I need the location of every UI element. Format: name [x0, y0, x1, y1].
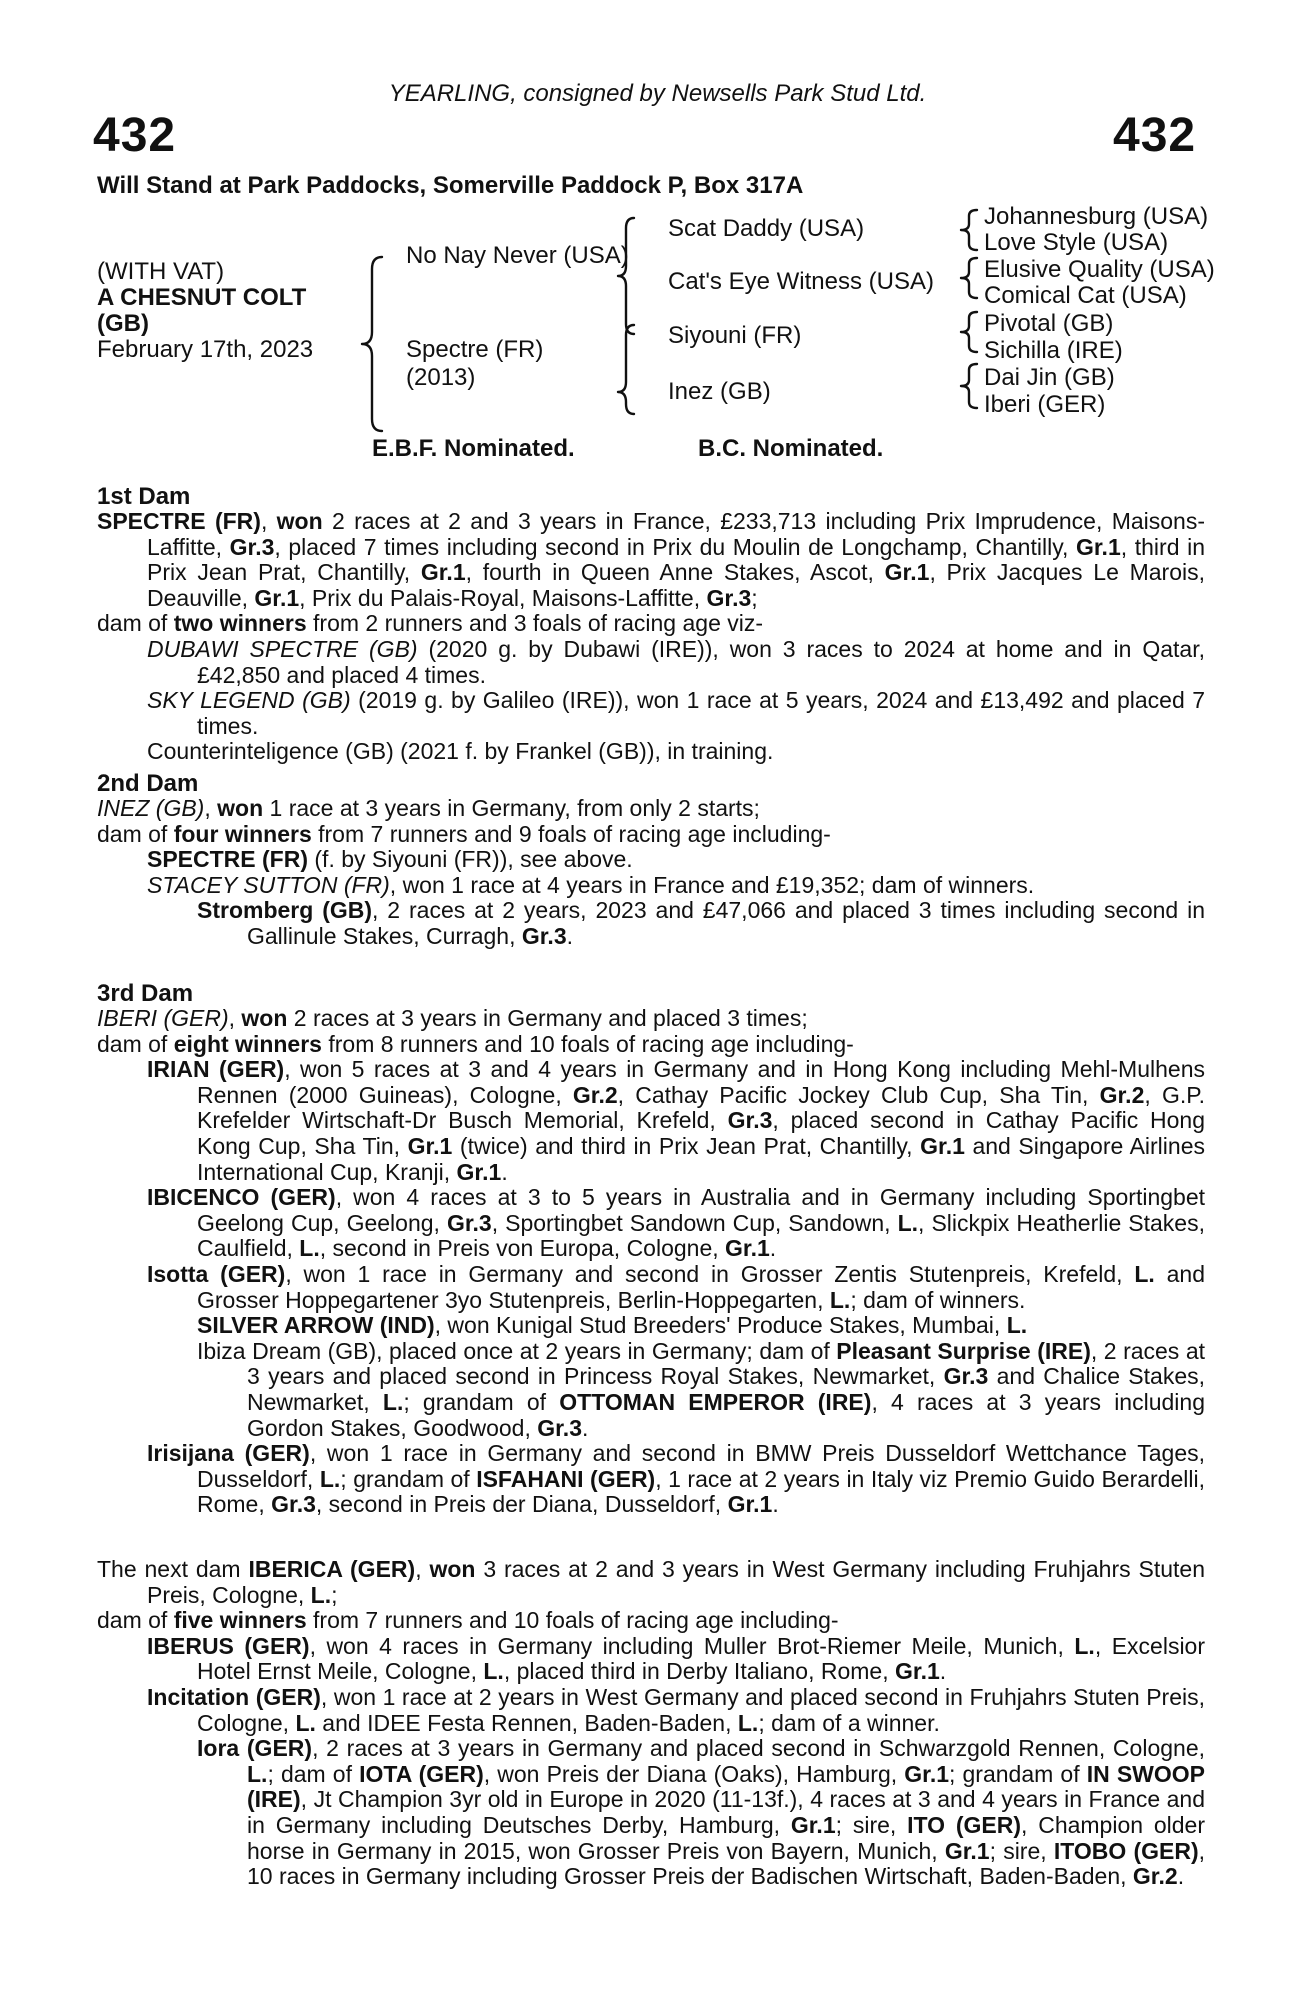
- second-dam-heading: 2nd Dam: [97, 770, 199, 797]
- pedigree-gen3: Johannesburg (USA): [984, 203, 1209, 230]
- brace-g3-3: [961, 312, 977, 352]
- pedigree-gen3: Iberi (GER): [984, 391, 1106, 418]
- lot-number-left: 432: [93, 109, 177, 162]
- bc-nominated: B.C. Nominated.: [698, 435, 884, 462]
- pedigree-gen2: Inez (GB): [668, 378, 771, 405]
- pedigree-gen3: Comical Cat (USA): [984, 282, 1187, 309]
- consignment-line: YEARLING, consigned by Newsells Park Stud Ltd.: [388, 80, 927, 107]
- third-dam-heading: 3rd Dam: [97, 980, 194, 1007]
- first-dam-text: SPECTRE (FR), won 2 races at 2 and 3 years in France, £233,713 including Prix Imprudence, Maisons-Laffitte, Gr.3, placed 7 times including second in Prix du Moulin de Longchamp, Chantilly, Gr.1, third in Prix Jean Prat, Chantilly, Gr.1, fourth in Queen Anne Stakes, Ascot, Gr.1, Prix Jacques Le Marois, Deauville, Gr.1, Prix du Palais-Royal, Maisons-Laffitte, Gr.3; dam of two winners from 2 runners and 3 foals of racing age viz- DUBAWI SPECTRE (GB) (2020 g. by Dubawi (IRE)), won 3 races to 2024 at home and in Qatar, £42,850 and placed 4 times. SKY LEGEND (GB) (2019 g. by Galileo (IRE)), won 1 race at 5 years, 2024 and £13,492 and placed 7 times. Counterinteligence (GB) (2021 f. by Frankel (GB)), in training.: [97, 508, 1206, 765]
- pedigree-gen3: Dai Jin (GB): [984, 364, 1115, 391]
- pedigree-gen3: Pivotal (GB): [984, 310, 1114, 337]
- pedigree-gen2: Siyouni (FR): [668, 322, 802, 349]
- stall-location: Will Stand at Park Paddocks, Somerville Paddock P, Box 317A: [97, 172, 804, 199]
- second-dam-text: INEZ (GB), won 1 race at 3 years in Germany, from only 2 starts; dam of four winners from 7 runners and 9 foals of racing age including- SPECTRE (FR) (f. by Siyouni (FR)), see above. STACEY SUTTON (FR), won 1 race at 4 years in France and £19,352; dam of winners. Stromberg (GB), 2 races at 2 years, 2023 and £47,066 and placed 3 times including second in Gallinule Stakes, Curragh, Gr.3.: [97, 795, 1205, 949]
- vat-note: (WITH VAT): [97, 258, 225, 285]
- brace-dam: [618, 325, 634, 414]
- lot-number-right: 432: [1113, 109, 1197, 162]
- first-dam-heading: 1st Dam: [97, 483, 191, 510]
- pedigree-sire: No Nay Never (USA): [406, 242, 629, 269]
- pedigree-gen3: Elusive Quality (USA): [984, 256, 1215, 283]
- foaling-date: February 17th, 2023: [97, 336, 314, 363]
- next-dam-text: The next dam IBERICA (GER), won 3 races at 2 and 3 years in West Germany including Fruhjahrs Stuten Preis, Cologne, L.; dam of five winners from 7 runners and 10 foals of racing age including- IBERUS (GER), won 4 races in Germany including Muller Brot-Riemer Meile, Munich, L., Excelsior Hotel Ernst Meile, Cologne, L., placed third in Derby Italiano, Rome, Gr.1. Incitation (GER), won 1 race at 2 years in West Germany and placed second in Fruhjahrs Stuten Preis, Cologne, L. and IDEE Festa Rennen, Baden-Baden, L.; dam of a winner. Iora (GER), 2 races at 3 years in Germany and placed second in Schwarzgold Rennen, Cologne, L.; dam of IOTA (GER), won Preis der Diana (Oaks), Hamburg, Gr.1; grandam of IN SWOOP (IRE), Jt Champion 3yr old in Europe in 2020 (11-13f.), 4 races at 3 and 4 years in France and in Germany including Deutsches Derby, Hamburg, Gr.1; sire, ITO (GER), Champion older horse in Germany in 2015, won Grosser Preis von Bayern, Munich, Gr.1; sire, ITOBO (GER), 10 races in Germany including Grosser Preis der Badischen Wirtschaft, Baden-Baden, Gr.2.: [97, 1556, 1206, 1890]
- pedigree-dam-year: (2013): [406, 364, 476, 391]
- brace-g3-1: [961, 210, 977, 250]
- pedigree-dam: Spectre (FR): [406, 336, 544, 363]
- brace-g3-2: [961, 258, 977, 298]
- horse-title: A CHESNUT COLT: [97, 284, 307, 311]
- pedigree-gen2: Cat's Eye Witness (USA): [668, 268, 934, 295]
- horse-title-country: (GB): [97, 310, 149, 337]
- pedigree-gen3: Love Style (USA): [984, 229, 1169, 256]
- pedigree-gen2: Scat Daddy (USA): [668, 215, 865, 242]
- brace-sire: [618, 218, 634, 334]
- third-dam-text: IBERI (GER), won 2 races at 3 years in Germany and placed 3 times; dam of eight winners from 8 runners and 10 foals of racing age including- IRIAN (GER), won 5 races at 3 and 4 years in Germany and in Hong Kong including Mehl-Mulhens Rennen (2000 Guineas), Cologne, Gr.2, Cathay Pacific Jockey Club Cup, Sha Tin, Gr.2, G.P. Krefelder Wirtschaft-Dr Busch Memorial, Krefeld, Gr.3, placed second in Cathay Pacific Hong Kong Cup, Sha Tin, Gr.1 (twice) and third in Prix Jean Prat, Chantilly, Gr.1 and Singapore Airlines International Cup, Kranji, Gr.1. IBICENCO (GER), won 4 races at 3 to 5 years in Australia and in Germany including Sportingbet Geelong Cup, Geelong, Gr.3, Sportingbet Sandown Cup, Sandown, L., Slickpix Heatherlie Stakes, Caulfield, L., second in Preis von Europa, Cologne, Gr.1. Isotta (GER), won 1 race in Germany and second in Grosser Zentis Stutenpreis, Krefeld, L. and Grosser Hoppegartener 3yo Stutenpreis, Berlin-Hoppegarten, L.; dam of winners. SILVER ARROW (IND), won Kunigal Stud Breeders' Produce Stakes, Mumbai, L. Ibiza Dream (GB), placed once at 2 years in Germany; dam of Pleasant Surprise (IRE), 2 races at 3 years and placed second in Princess Royal Stakes, Newmarket, Gr.3 and Chalice Stakes, Newmarket, L.; grandam of OTTOMAN EMPEROR (IRE), 4 races at 3 years including Gordon Stakes, Goodwood, Gr.3. Irisijana (GER), won 1 race in Germany and second in BMW Preis Dusseldorf Wettchance Tages, Dusseldorf, L.; grandam of ISFAHANI (GER), 1 race at 2 years in Italy viz Premio Guido Berardelli, Rome, Gr.3, second in Preis der Diana, Dusseldorf, Gr.1.: [97, 1005, 1206, 1518]
- pedigree-gen3: Sichilla (IRE): [984, 337, 1123, 364]
- brace-main: [362, 257, 382, 431]
- ebf-nominated: E.B.F. Nominated.: [372, 435, 575, 462]
- brace-g3-4: [961, 364, 977, 408]
